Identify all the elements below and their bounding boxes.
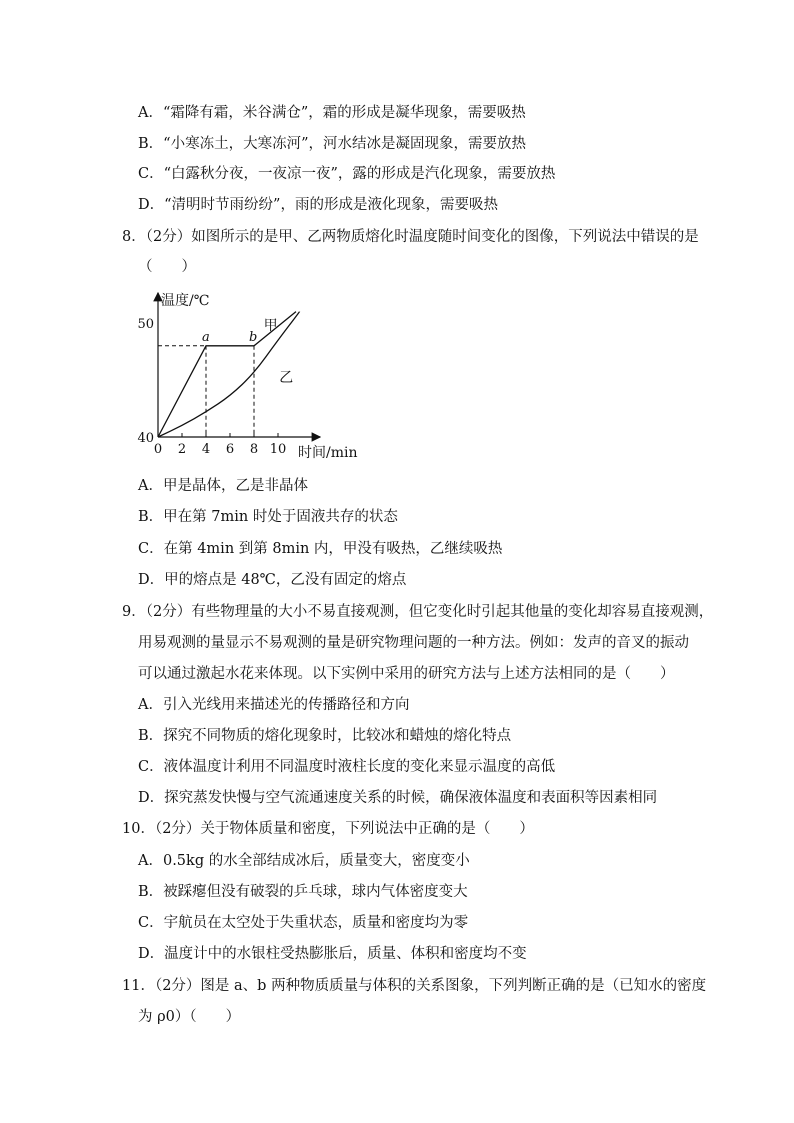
- x-axis-label: 时间/min: [298, 445, 358, 461]
- q10-option-a: A．0.5kg 的水全部结成冰后，质量变大，密度变小: [138, 853, 470, 869]
- q8-option-a: A．甲是晶体，乙是非晶体: [138, 478, 308, 494]
- melting-graph: [128, 285, 368, 465]
- y-tick-label: 50: [137, 317, 154, 332]
- point-label-a: a: [202, 329, 210, 345]
- q8-option-d: D．甲的熔点是 48℃，乙没有固定的熔点: [138, 572, 407, 588]
- q9-stem-line2: 用易观测的量显示不易观测的量是研究物理问题的一种方法。例如：发声的音叉的振动: [138, 635, 689, 651]
- q9-option-b: B．探究不同物质的熔化现象时，比较冰和蜡烛的熔化特点: [138, 728, 512, 744]
- q10-stem: 10．（2分）关于物体质量和密度，下列说法中正确的是（ ）: [122, 821, 534, 837]
- q8-stem: 8．（2分）如图所示的是甲、乙两物质熔化时温度随时间变化的图像，下列说法中错误的是: [122, 229, 699, 245]
- x-tick-label: 2: [177, 442, 187, 457]
- q7-option-b: B．“小寒冻土，大寒冻河”，河水结冰是凝固现象，需要放热: [138, 136, 526, 152]
- y-axis-label: 温度/℃: [161, 293, 210, 309]
- x-tick-label: 10: [269, 442, 287, 457]
- q9-stem-line3: 可以通过激起水花来体现。以下实例中采用的研究方法与上述方法相同的是（ ）: [138, 666, 675, 682]
- q7-option-c: C．“白露秋分夜，一夜凉一夜”，露的形成是汽化现象，需要放热: [138, 166, 556, 182]
- q9-option-a: A．引入光线用来描述光的传播路径和方向: [138, 697, 410, 713]
- q9-option-d: D．探究蒸发快慢与空气流通速度关系的时候，确保液体温度和表面积等因素相同: [138, 790, 658, 806]
- q9-stem-line1: 9．（2分）有些物理量的大小不易直接观测，但它变化时引起其他量的变化却容易直接观测，: [122, 604, 714, 620]
- q11-stem: 11．（2分）图是 a、b 两种物质质量与体积的关系图象，下列判断正确的是（已知水的密度: [122, 978, 707, 994]
- series-jia-label: 甲: [263, 318, 278, 334]
- q7-option-d: D．“清明时节雨纷纷”，雨的形成是液化现象，需要吸热: [138, 197, 498, 213]
- x-tick-label: 0: [153, 442, 163, 457]
- q8-option-c: C．在第 4min 到第 8min 内，甲没有吸热，乙继续吸热: [138, 541, 503, 557]
- q8-option-b: B．甲在第 7min 时处于固液共存的状态: [138, 509, 398, 525]
- y-tick-label: 40: [137, 431, 154, 446]
- x-tick-label: 8: [249, 442, 259, 457]
- q9-option-c: C．液体温度计利用不同温度时液柱长度的变化来显示温度的高低: [138, 759, 556, 775]
- point-label-b: b: [249, 329, 258, 345]
- x-tick-label: 6: [225, 442, 235, 457]
- q10-option-d: D．温度计中的水银柱受热膨胀后，质量、体积和密度均不变: [138, 946, 527, 962]
- q10-option-c: C．宇航员在太空处于失重状态，质量和密度均为零: [138, 915, 469, 931]
- q11-stem-cont: 为 ρ0）（ ）: [138, 1009, 241, 1025]
- x-tick-label: 4: [201, 442, 211, 457]
- q8-answer-bracket: （ ）: [138, 259, 196, 275]
- q10-option-b: B．被踩瘪但没有破裂的乒乓球，球内气体密度变大: [138, 884, 468, 900]
- q7-option-a: A．“霜降有霜，米谷满仓”，霜的形成是凝华现象，需要吸热: [138, 105, 526, 121]
- series-yi-label: 乙: [279, 370, 294, 387]
